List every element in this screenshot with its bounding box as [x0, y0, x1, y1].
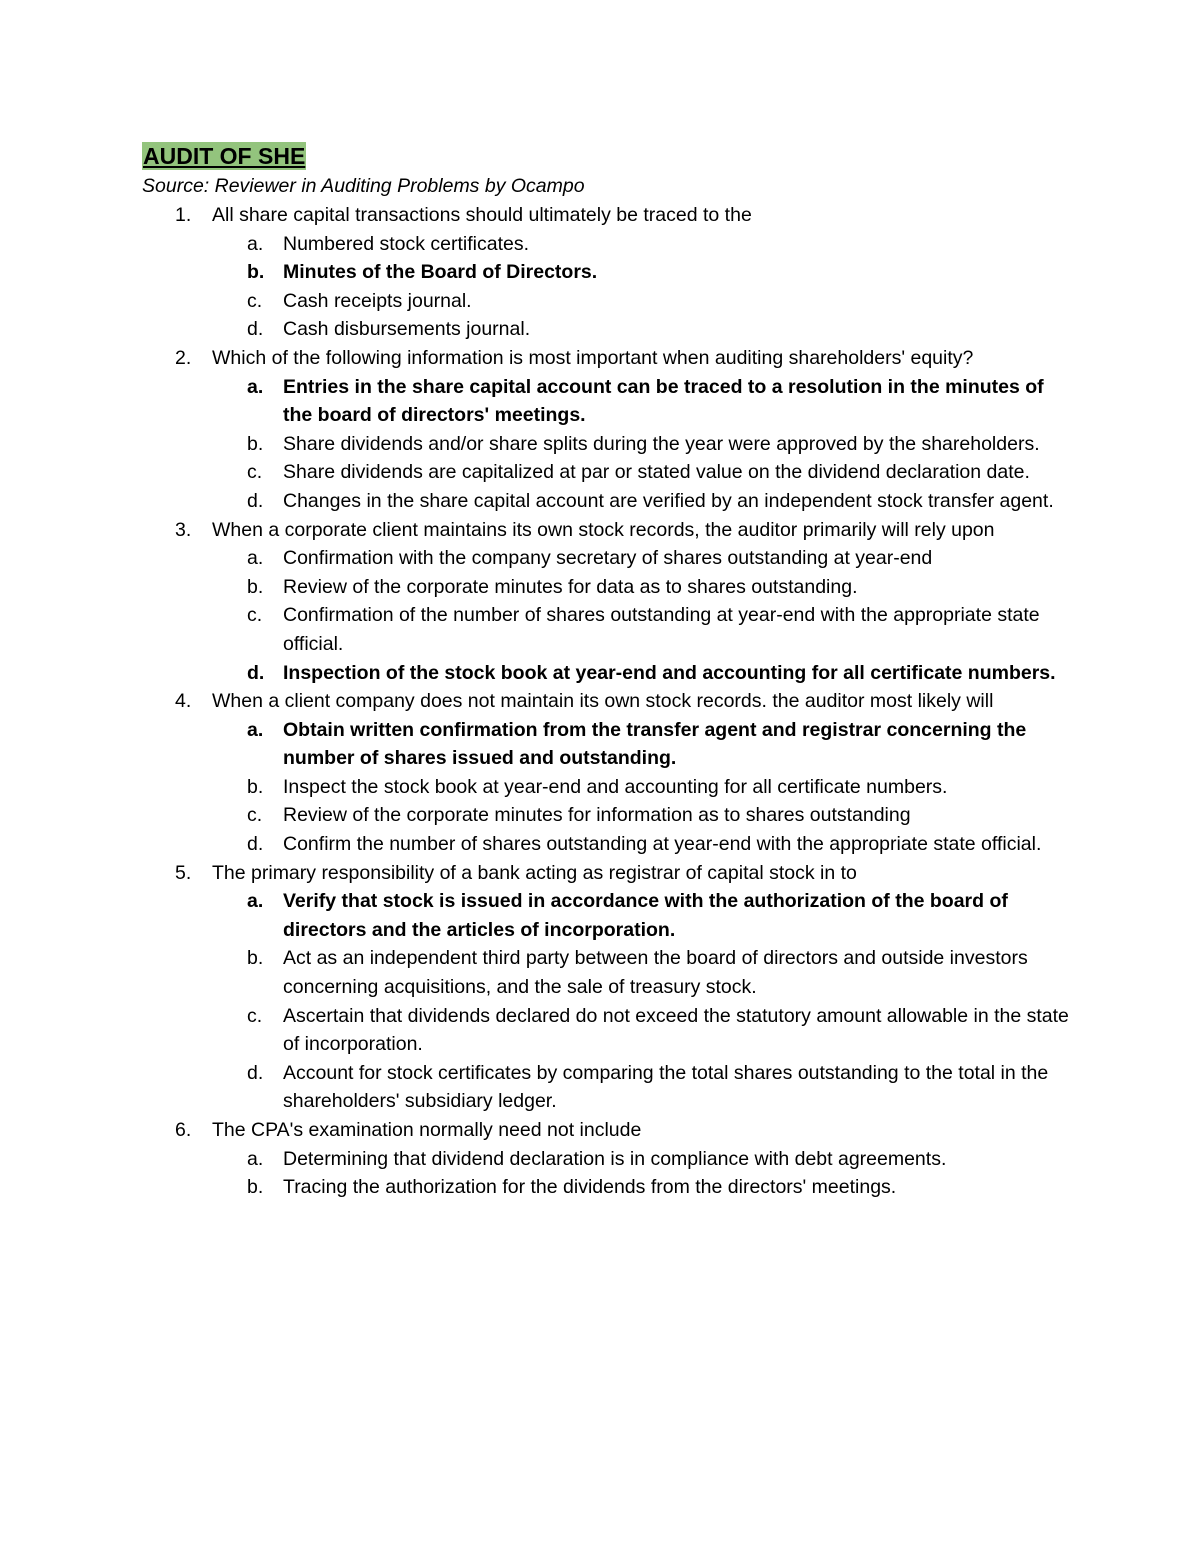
choice-item [212, 487, 1072, 516]
choice-letter: b. [247, 947, 264, 970]
choice-text: Obtain written confirmation from the transfer agent and registrar concerning the number of shares issued and outstanding. [283, 718, 1027, 770]
choice-list [212, 230, 1072, 344]
choice-letter: a. [247, 232, 264, 255]
choice-letter: c. [247, 461, 263, 484]
choice-text: Review of the corporate minutes for data as to shares outstanding. [283, 575, 858, 598]
choice-item [212, 230, 1072, 259]
choice-letter: c. [247, 804, 263, 827]
question-list [142, 201, 1072, 1202]
choice-text: Confirm the number of shares outstanding at year-end with the appropriate state official. [283, 833, 1042, 856]
choice-item [212, 544, 1072, 573]
choice-item [212, 315, 1072, 344]
question-text: When a client company does not maintain its own stock records. the auditor most likely will [212, 690, 994, 713]
choice-text: Account for stock certificates by comparing the total shares outstanding to the total in the shareholders' subsidiary ledger. [283, 1061, 1049, 1113]
choice-item [212, 601, 1072, 658]
question-item [142, 687, 1072, 859]
choice-letter: d. [247, 1061, 264, 1084]
choice-letter: d. [247, 661, 265, 684]
question-number: 2. [175, 346, 192, 369]
choice-item [212, 801, 1072, 830]
choice-list [212, 1145, 1072, 1202]
document-title: AUDIT OF SHE [143, 143, 306, 169]
choice-text: Inspection of the stock book at year-end and accounting for all certificate numbers. [283, 661, 1056, 684]
choice-text: Numbered stock certificates. [283, 232, 530, 255]
question-number: 1. [175, 204, 192, 226]
choice-list [212, 544, 1072, 687]
document-source: Source: Reviewer in Auditing Problems by Ocampo [142, 175, 585, 197]
question-text: The CPA's examination normally need not include [212, 1119, 642, 1141]
choice-text: Ascertain that dividends declared do not exceed the statutory amount allowable in the state of incorporation. [283, 1004, 1069, 1056]
choice-text: Changes in the share capital account are verified by an independent stock transfer agent. [283, 489, 1054, 512]
question-item [142, 201, 1072, 344]
choice-item [212, 1059, 1072, 1116]
choice-letter: b. [247, 575, 264, 598]
question-text: Which of the following information is most important when auditing shareholders' equity? [212, 346, 974, 369]
choice-text: Determining that dividend declaration is in compliance with debt agreements. [283, 1147, 947, 1170]
choice-item [212, 430, 1072, 459]
choice-text: Confirmation with the company secretary of shares outstanding at year-end [283, 547, 933, 570]
choice-letter: c. [247, 1004, 263, 1027]
choice-text: Tracing the authorization for the dividends from the directors' meetings. [283, 1176, 897, 1199]
choice-item-correct [212, 258, 1072, 287]
question-number: 5. [175, 861, 192, 884]
question-number: 4. [175, 690, 192, 713]
choice-text: Review of the corporate minutes for information as to shares outstanding [283, 804, 911, 827]
choice-list [212, 716, 1072, 859]
choice-text: Share dividends and/or share splits during the year were approved by the shareholders. [283, 432, 1040, 455]
choice-text: Verify that stock is issued in accordance with the authorization of the board of directors and the articles of incorporation. [283, 890, 1008, 941]
choice-list [212, 373, 1072, 516]
choice-letter: a. [247, 375, 264, 398]
choice-letter: d. [247, 833, 264, 856]
choice-text: Share dividends are capitalized at par or stated value on the dividend declaration date. [283, 461, 1030, 484]
choice-item [212, 944, 1072, 1001]
choice-letter: b. [247, 775, 264, 798]
choice-letter: a. [247, 718, 264, 741]
choice-letter: d. [247, 318, 264, 341]
question-item [142, 859, 1072, 1116]
choice-text: Cash receipts journal. [283, 289, 472, 312]
choice-item [212, 573, 1072, 602]
question-item [142, 516, 1072, 688]
question-item [142, 1116, 1072, 1202]
document-page [142, 142, 1072, 1202]
choice-item [212, 458, 1072, 487]
choice-item-correct [212, 659, 1072, 688]
choice-item-correct [212, 373, 1072, 430]
choice-item [212, 1002, 1072, 1059]
question-text: When a corporate client maintains its own stock records, the auditor primarily will rely upon [212, 518, 995, 541]
choice-text: Minutes of the Board of Directors. [283, 261, 598, 284]
choice-list [212, 887, 1072, 1116]
question-number: 3. [175, 518, 192, 541]
choice-text: Confirmation of the number of shares outstanding at year-end with the appropriate state official. [283, 604, 1040, 655]
choice-item [212, 773, 1072, 802]
question-number: 6. [175, 1119, 192, 1141]
choice-letter: c. [247, 604, 263, 627]
choice-item [212, 1173, 1072, 1202]
choice-item-correct [212, 887, 1072, 944]
choice-text: Cash disbursements journal. [283, 318, 531, 341]
choice-letter: a. [247, 890, 264, 913]
choice-text: Act as an independent third party between the board of directors and outside investors concerning acquisitions, and the sale of treasury stock. [283, 947, 1028, 999]
choice-item-correct [212, 716, 1072, 773]
choice-letter: c. [247, 289, 263, 312]
choice-letter: b. [247, 432, 264, 455]
choice-item [212, 830, 1072, 859]
choice-item [212, 1145, 1072, 1174]
question-text: The primary responsibility of a bank acting as registrar of capital stock in to [212, 861, 857, 884]
question-text: All share capital transactions should ultimately be traced to the [212, 204, 752, 226]
choice-letter: b. [247, 261, 265, 284]
choice-letter: a. [247, 1147, 264, 1170]
choice-letter: d. [247, 489, 264, 512]
choice-text: Inspect the stock book at year-end and accounting for all certificate numbers. [283, 775, 948, 798]
choice-letter: a. [247, 547, 264, 570]
question-item [142, 344, 1072, 516]
choice-text: Entries in the share capital account can be traced to a resolution in the minutes of the board of directors' meetings. [283, 375, 1044, 427]
choice-item [212, 287, 1072, 316]
choice-letter: b. [247, 1176, 264, 1199]
